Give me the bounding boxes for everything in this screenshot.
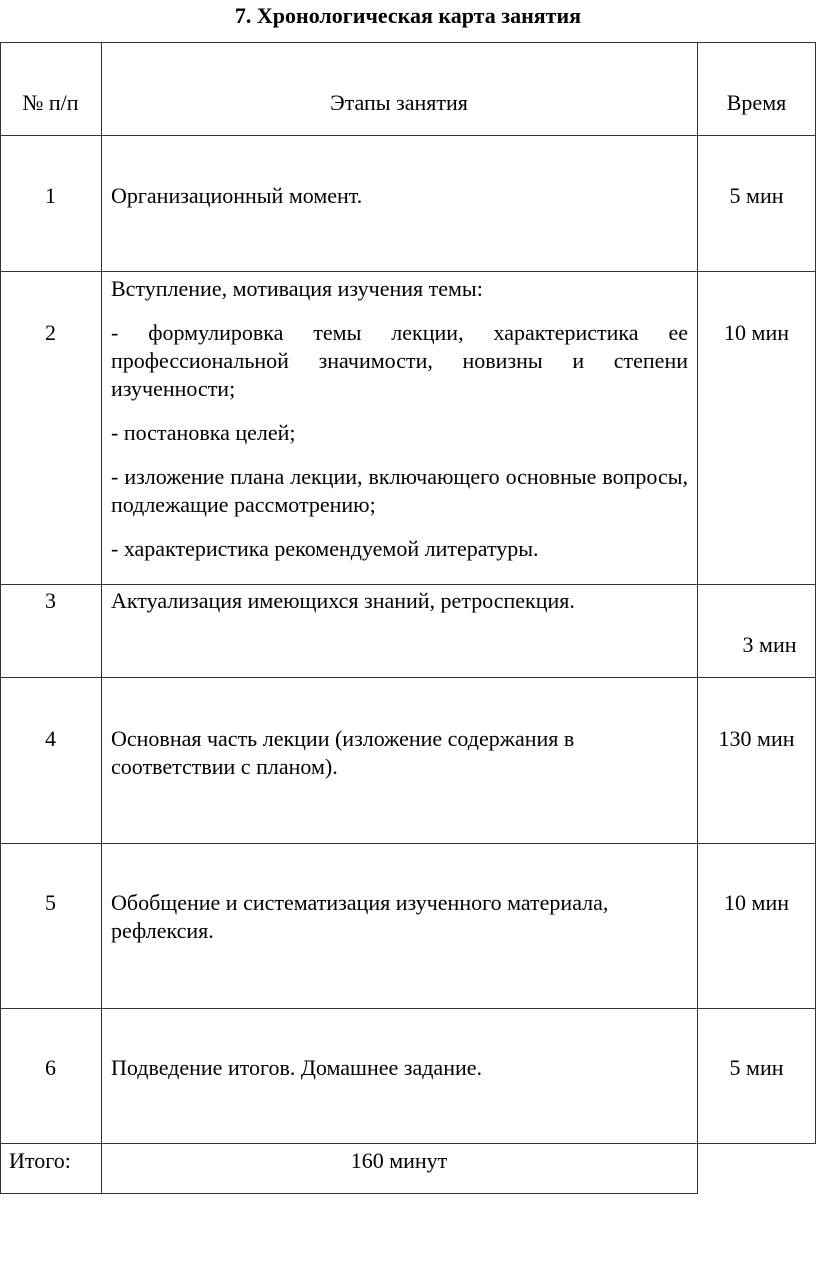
row-num: 4 xyxy=(45,726,56,751)
row-time: 130 мин xyxy=(718,726,795,751)
row-divider xyxy=(0,677,816,678)
stage-line: - постановка целей; xyxy=(111,420,296,445)
column-divider xyxy=(697,42,698,1194)
header-time: Время xyxy=(726,90,787,115)
total-value: 160 минут xyxy=(350,1148,448,1173)
row-stage: Основная часть лекции (изложение содержания в соответствии с планом). xyxy=(111,726,575,779)
table-border xyxy=(0,42,1,1194)
stage-line: Вступление, мотивация изучения темы: xyxy=(111,276,483,301)
row-time: 3 мин xyxy=(742,632,797,657)
total-label: Итого: xyxy=(9,1148,71,1173)
row-divider xyxy=(0,1008,816,1009)
header-num: № п/п xyxy=(22,90,79,115)
row-stage: Актуализация имеющихся знаний, ретроспекция. xyxy=(111,588,575,613)
row-time: 10 мин xyxy=(724,890,789,915)
row-stage: Организационный момент. xyxy=(111,183,363,208)
column-divider xyxy=(101,42,102,1194)
header-stage: Этапы занятия xyxy=(330,90,468,115)
row-num: 1 xyxy=(45,183,56,208)
table-border xyxy=(0,42,816,43)
row-divider xyxy=(0,271,816,272)
row-stage xyxy=(111,275,688,579)
table-border xyxy=(0,1193,698,1194)
row-divider xyxy=(0,1143,816,1144)
row-num: 6 xyxy=(45,1055,56,1080)
row-divider xyxy=(0,843,816,844)
row-num: 3 xyxy=(45,588,56,613)
row-num: 5 xyxy=(45,890,56,915)
page-title: 7. Хронологическая карта занятия xyxy=(234,3,582,28)
row-divider xyxy=(0,584,816,585)
stage-line: - изложение плана лекции, включающего основные вопросы, подлежащие рассмотрению; xyxy=(111,464,688,517)
row-divider xyxy=(0,135,816,136)
row-time: 10 мин xyxy=(724,320,789,345)
stage-line: - характеристика рекомендуемой литературы. xyxy=(111,536,539,561)
row-stage: Обобщение и систематизация изученного материала, рефлексия. xyxy=(111,890,609,943)
row-stage: Подведение итогов. Домашнее задание. xyxy=(111,1055,483,1080)
row-time: 5 мин xyxy=(729,183,784,208)
row-time: 5 мин xyxy=(729,1055,784,1080)
stage-line: - формулировка темы лекции, характеристика ее профессиональной значимости, новизны и степени изученности; xyxy=(111,320,688,401)
row-num: 2 xyxy=(45,320,56,345)
